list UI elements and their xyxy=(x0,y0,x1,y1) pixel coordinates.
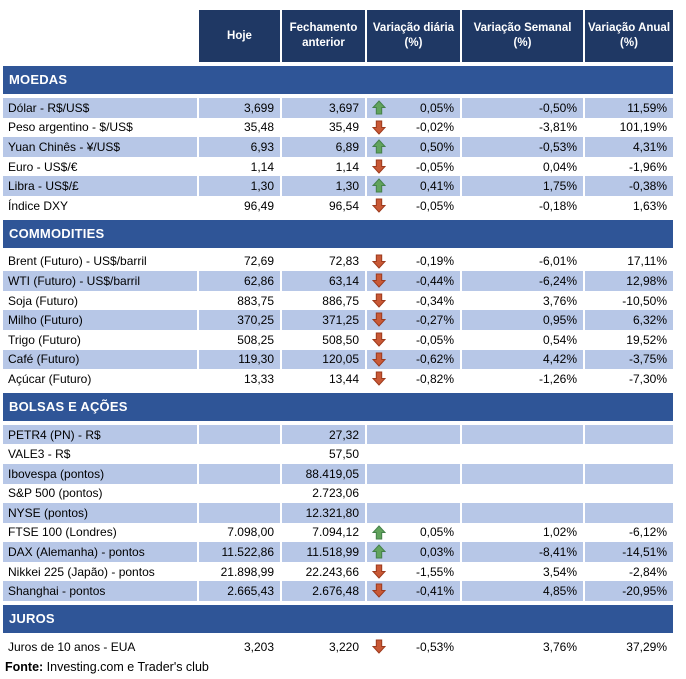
table-row xyxy=(3,542,673,562)
daily-variation-value: 0,05% xyxy=(419,100,454,115)
annual-variation-value: 6,32% xyxy=(583,310,673,330)
table-row xyxy=(3,196,673,216)
weekly-variation-value: 3,54% xyxy=(460,562,583,582)
daily-variation-value: -0,05% xyxy=(415,159,454,174)
hoje-value xyxy=(197,464,280,484)
daily-variation-cell xyxy=(365,271,460,291)
weekly-variation-value xyxy=(460,503,583,523)
daily-variation-cell xyxy=(365,252,460,272)
annual-variation-value: 19,52% xyxy=(583,330,673,350)
daily-variation-value: -0,62% xyxy=(415,352,454,367)
daily-variation-cell xyxy=(365,330,460,350)
weekly-variation-value: -3,81% xyxy=(460,118,583,138)
arrow-down-icon xyxy=(372,312,386,327)
row-label: WTI (Futuro) - US$/barril xyxy=(8,273,141,288)
fechamento-value: 1,14 xyxy=(280,157,365,177)
hoje-value: 2.665,43 xyxy=(197,581,280,601)
table-row xyxy=(3,118,673,138)
annual-variation-value: 37,29% xyxy=(583,637,673,657)
table-row xyxy=(3,350,673,370)
daily-variation-cell xyxy=(365,118,460,138)
fechamento-value: 2.723,06 xyxy=(280,484,365,504)
weekly-variation-value xyxy=(460,464,583,484)
section-title: JUROS xyxy=(9,611,55,627)
annual-variation-value: 11,59% xyxy=(583,98,673,118)
table-row xyxy=(3,425,673,445)
row-label: Nikkei 225 (Japão) - pontos xyxy=(8,564,155,579)
daily-variation-value: -0,34% xyxy=(415,293,454,308)
fechamento-value: 3,220 xyxy=(280,637,365,657)
row-label: Milho (Futuro) xyxy=(8,313,83,328)
arrow-down-icon xyxy=(372,120,386,135)
fechamento-value: 2.676,48 xyxy=(280,581,365,601)
table-row xyxy=(3,503,673,523)
daily-variation-value: -0,19% xyxy=(415,254,454,269)
weekly-variation-value: 1,75% xyxy=(460,176,583,196)
row-label: Juros de 10 anos - EUA xyxy=(8,639,136,654)
weekly-variation-value: 3,76% xyxy=(460,637,583,657)
hoje-value xyxy=(197,503,280,523)
daily-variation-cell xyxy=(365,425,460,445)
arrow-down-icon xyxy=(372,371,386,386)
hoje-value: 21.898,99 xyxy=(197,562,280,582)
table-row xyxy=(3,157,673,177)
arrow-up-icon xyxy=(372,178,386,193)
daily-variation-value: -0,27% xyxy=(415,313,454,328)
fechamento-value: 1,30 xyxy=(280,176,365,196)
hoje-value: 883,75 xyxy=(197,291,280,311)
row-label: Trigo (Futuro) xyxy=(8,332,81,347)
fechamento-value: 57,50 xyxy=(280,444,365,464)
annual-variation-value: -14,51% xyxy=(583,542,673,562)
source-label: Fonte: xyxy=(5,659,44,674)
weekly-variation-value: -0,53% xyxy=(460,137,583,157)
fechamento-value: 12.321,80 xyxy=(280,503,365,523)
hoje-value xyxy=(197,484,280,504)
annual-variation-value: -10,50% xyxy=(583,291,673,311)
daily-variation-cell xyxy=(365,562,460,582)
hoje-value: 72,69 xyxy=(197,252,280,272)
section-band-juros xyxy=(3,605,673,633)
fechamento-value: 72,83 xyxy=(280,252,365,272)
fechamento-value: 35,49 xyxy=(280,118,365,138)
daily-variation-value: -0,53% xyxy=(415,639,454,654)
annual-variation-value: -0,38% xyxy=(583,176,673,196)
annual-variation-value: -3,75% xyxy=(583,350,673,370)
hoje-value: 11.522,86 xyxy=(197,542,280,562)
arrow-up-icon xyxy=(372,544,386,559)
row-label: DAX (Alemanha) - pontos xyxy=(8,545,145,560)
table-row xyxy=(3,252,673,272)
daily-variation-cell xyxy=(365,98,460,118)
weekly-variation-value: 0,54% xyxy=(460,330,583,350)
column-header-hoje: Hoje xyxy=(197,10,280,62)
hoje-value: 7.098,00 xyxy=(197,523,280,543)
arrow-down-icon xyxy=(372,293,386,308)
hoje-value: 1,14 xyxy=(197,157,280,177)
hoje-value: 35,48 xyxy=(197,118,280,138)
annual-variation-value: -20,95% xyxy=(583,581,673,601)
hoje-value: 3,203 xyxy=(197,637,280,657)
daily-variation-cell xyxy=(365,369,460,389)
annual-variation-value: 17,11% xyxy=(583,252,673,272)
fechamento-value: 96,54 xyxy=(280,196,365,216)
row-label: Dólar - R$/US$ xyxy=(8,100,90,115)
row-label: Yuan Chinês - ¥/US$ xyxy=(8,139,121,154)
column-header-variacao-anual: Variação Anual (%) xyxy=(583,10,673,62)
daily-variation-value: -0,05% xyxy=(415,198,454,213)
column-header-fechamento: Fechamento anterior xyxy=(280,10,365,62)
arrow-down-icon xyxy=(372,198,386,213)
row-label: Euro - US$/€ xyxy=(8,159,78,174)
table-row xyxy=(3,176,673,196)
row-label: Peso argentino - $/US$ xyxy=(8,120,133,135)
daily-variation-value: -0,02% xyxy=(415,120,454,135)
row-label: Ibovespa (pontos) xyxy=(8,466,105,481)
annual-variation-value: -6,12% xyxy=(583,523,673,543)
market-table xyxy=(3,10,673,674)
hoje-value: 508,25 xyxy=(197,330,280,350)
hoje-value: 62,86 xyxy=(197,271,280,291)
arrow-down-icon xyxy=(372,159,386,174)
column-header-variacao-diaria: Variação diária (%) xyxy=(365,10,460,62)
table-row xyxy=(3,369,673,389)
weekly-variation-value xyxy=(460,444,583,464)
daily-variation-value: -1,55% xyxy=(415,564,454,579)
daily-variation-cell xyxy=(365,542,460,562)
row-label: Café (Futuro) xyxy=(8,352,80,367)
annual-variation-value: -1,96% xyxy=(583,157,673,177)
table-row xyxy=(3,444,673,464)
table-row xyxy=(3,637,673,657)
daily-variation-cell xyxy=(365,137,460,157)
row-label: VALE3 - R$ xyxy=(8,447,71,462)
hoje-value: 3,699 xyxy=(197,98,280,118)
row-label: Açúcar (Futuro) xyxy=(8,371,92,386)
weekly-variation-value: 0,95% xyxy=(460,310,583,330)
weekly-variation-value: 0,04% xyxy=(460,157,583,177)
daily-variation-cell xyxy=(365,464,460,484)
header-corner-spacer xyxy=(3,10,197,62)
fechamento-value: 7.094,12 xyxy=(280,523,365,543)
section-band-commodities xyxy=(3,220,673,248)
table-row xyxy=(3,581,673,601)
daily-variation-cell xyxy=(365,503,460,523)
weekly-variation-value xyxy=(460,484,583,504)
fechamento-value: 120,05 xyxy=(280,350,365,370)
daily-variation-cell xyxy=(365,350,460,370)
annual-variation-value xyxy=(583,464,673,484)
annual-variation-value: 1,63% xyxy=(583,196,673,216)
row-label: Shanghai - pontos xyxy=(8,584,106,599)
arrow-down-icon xyxy=(372,583,386,598)
section-title: COMMODITIES xyxy=(9,225,105,241)
source-note xyxy=(3,660,673,674)
daily-variation-value: 0,41% xyxy=(419,179,454,194)
weekly-variation-value xyxy=(460,425,583,445)
table-row xyxy=(3,271,673,291)
fechamento-value: 63,14 xyxy=(280,271,365,291)
sections xyxy=(3,66,673,657)
row-label: Soja (Futuro) xyxy=(8,293,79,308)
row-label: Índice DXY xyxy=(8,198,69,213)
annual-variation-value: 101,19% xyxy=(583,118,673,138)
hoje-value: 119,30 xyxy=(197,350,280,370)
daily-variation-cell xyxy=(365,157,460,177)
fechamento-value: 27,32 xyxy=(280,425,365,445)
daily-variation-value: -0,82% xyxy=(415,371,454,386)
table-row xyxy=(3,464,673,484)
fechamento-value: 886,75 xyxy=(280,291,365,311)
arrow-down-icon xyxy=(372,352,386,367)
weekly-variation-value: -0,50% xyxy=(460,98,583,118)
daily-variation-cell xyxy=(365,637,460,657)
daily-variation-value: -0,44% xyxy=(415,273,454,288)
weekly-variation-value: 4,42% xyxy=(460,350,583,370)
section-title: MOEDAS xyxy=(9,72,68,87)
annual-variation-value: -7,30% xyxy=(583,369,673,389)
hoje-value: 370,25 xyxy=(197,310,280,330)
fechamento-value: 6,89 xyxy=(280,137,365,157)
annual-variation-value xyxy=(583,425,673,445)
annual-variation-value xyxy=(583,503,673,523)
arrow-up-icon xyxy=(372,100,386,115)
weekly-variation-value: -6,01% xyxy=(460,252,583,272)
fechamento-value: 508,50 xyxy=(280,330,365,350)
annual-variation-value xyxy=(583,444,673,464)
fechamento-value: 13,44 xyxy=(280,369,365,389)
hoje-value xyxy=(197,425,280,445)
table-row xyxy=(3,523,673,543)
weekly-variation-value: -8,41% xyxy=(460,542,583,562)
annual-variation-value: 4,31% xyxy=(583,137,673,157)
daily-variation-value: 0,03% xyxy=(419,545,454,560)
daily-variation-cell xyxy=(365,310,460,330)
table-row xyxy=(3,484,673,504)
fechamento-value: 88.419,05 xyxy=(280,464,365,484)
daily-variation-cell xyxy=(365,176,460,196)
table-row xyxy=(3,310,673,330)
annual-variation-value: -2,84% xyxy=(583,562,673,582)
table-row xyxy=(3,98,673,118)
daily-variation-value: -0,41% xyxy=(415,584,454,599)
weekly-variation-value: -0,18% xyxy=(460,196,583,216)
daily-variation-cell xyxy=(365,444,460,464)
table-header xyxy=(3,10,673,62)
hoje-value: 1,30 xyxy=(197,176,280,196)
daily-variation-cell xyxy=(365,581,460,601)
weekly-variation-value: -6,24% xyxy=(460,271,583,291)
daily-variation-cell xyxy=(365,523,460,543)
row-label: FTSE 100 (Londres) xyxy=(8,525,117,540)
annual-variation-value xyxy=(583,484,673,504)
hoje-value: 96,49 xyxy=(197,196,280,216)
row-label: NYSE (pontos) xyxy=(8,505,89,520)
section-title: BOLSAS E AÇÕES xyxy=(9,398,128,414)
daily-variation-cell xyxy=(365,196,460,216)
table-row xyxy=(3,137,673,157)
row-label: Brent (Futuro) - US$/barril xyxy=(8,254,147,269)
arrow-up-icon xyxy=(372,525,386,540)
daily-variation-value: 0,50% xyxy=(419,139,454,154)
hoje-value: 6,93 xyxy=(197,137,280,157)
hoje-value: 13,33 xyxy=(197,369,280,389)
weekly-variation-value: 4,85% xyxy=(460,581,583,601)
row-label: PETR4 (PN) - R$ xyxy=(8,427,101,442)
daily-variation-value: 0,05% xyxy=(419,525,454,540)
section-band-moedas xyxy=(3,66,673,94)
daily-variation-cell xyxy=(365,291,460,311)
daily-variation-cell xyxy=(365,484,460,504)
row-label: Libra - US$/£ xyxy=(8,179,79,194)
fechamento-value: 3,697 xyxy=(280,98,365,118)
table-row xyxy=(3,330,673,350)
arrow-down-icon xyxy=(372,564,386,579)
annual-variation-value: 12,98% xyxy=(583,271,673,291)
column-header-variacao-semanal: Variação Semanal (%) xyxy=(460,10,583,62)
row-label: S&P 500 (pontos) xyxy=(8,486,103,501)
arrow-down-icon xyxy=(372,332,386,347)
arrow-down-icon xyxy=(372,273,386,288)
table-row xyxy=(3,562,673,582)
arrow-down-icon xyxy=(372,639,386,654)
weekly-variation-value: -1,26% xyxy=(460,369,583,389)
arrow-up-icon xyxy=(372,139,386,154)
table-row xyxy=(3,291,673,311)
weekly-variation-value: 3,76% xyxy=(460,291,583,311)
source-text: Investing.com e Trader's club xyxy=(46,659,209,674)
arrow-down-icon xyxy=(372,254,386,269)
weekly-variation-value: 1,02% xyxy=(460,523,583,543)
fechamento-value: 371,25 xyxy=(280,310,365,330)
hoje-value xyxy=(197,444,280,464)
section-band-bolsas-e-a-es xyxy=(3,393,673,421)
fechamento-value: 22.243,66 xyxy=(280,562,365,582)
fechamento-value: 11.518,99 xyxy=(280,542,365,562)
daily-variation-value: -0,05% xyxy=(415,332,454,347)
